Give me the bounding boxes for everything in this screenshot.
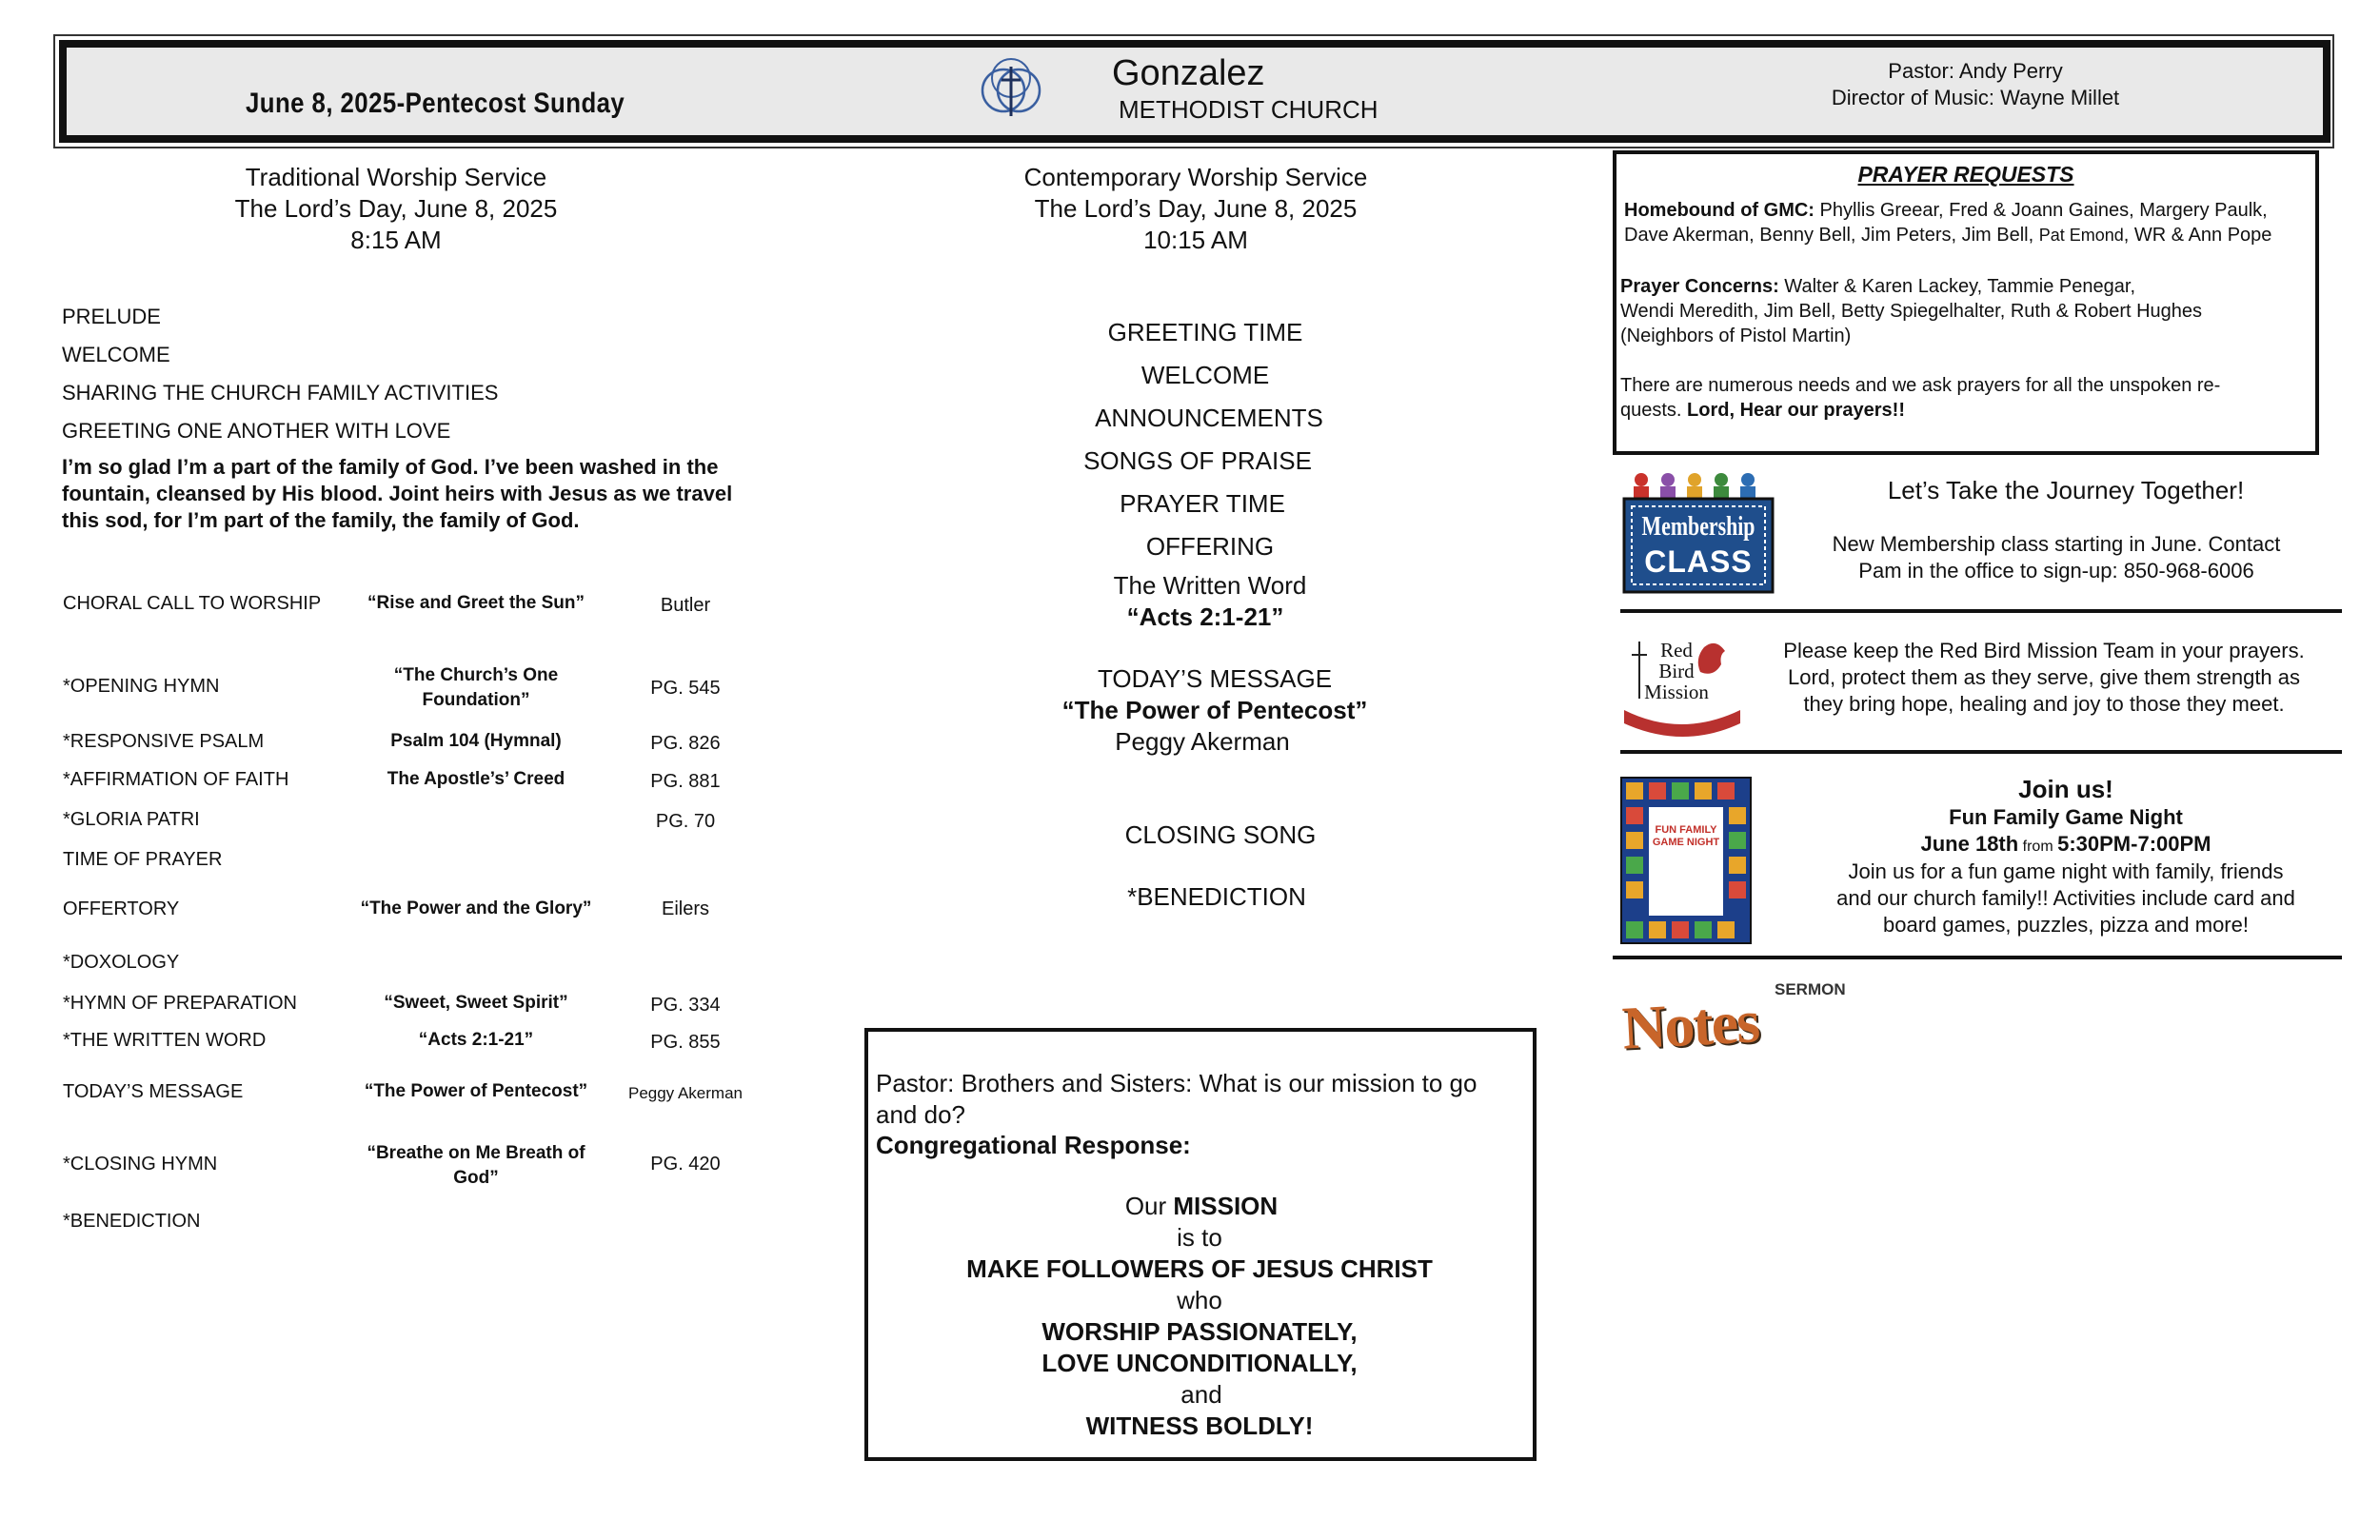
gamenight-line: Join us for a fun game night with family, friends xyxy=(1848,859,2284,883)
order-ref: PG. 70 xyxy=(655,811,716,832)
message-title: “The Power of Pentecost” xyxy=(1061,696,1368,724)
redbird-body xyxy=(1763,638,2325,718)
offering: OFFERING xyxy=(1145,532,1275,561)
redbird-logo-line: Bird xyxy=(1658,660,1695,682)
greeting-time: GREETING TIME xyxy=(1107,318,1303,346)
gamenight-heading: Join us! xyxy=(2018,775,2113,803)
closing-song: CLOSING SONG xyxy=(1124,820,1317,849)
order-title: “The Power of Pentecost” xyxy=(364,1081,588,1101)
redbird-logo-text xyxy=(1634,640,1719,702)
membership-line: New Membership class starting in June. Contact xyxy=(1832,532,2281,556)
contemporary-day: The Lord’s Day, June 8, 2025 xyxy=(1034,194,1358,223)
pastor-name: Pastor: Andy Perry xyxy=(1888,59,2063,83)
order-ref: PG. 855 xyxy=(650,1032,721,1053)
mission-line: WITNESS BOLDLY! xyxy=(1085,1412,1314,1440)
membership-logo-text: Membership xyxy=(1641,512,1755,542)
contemporary-time: 10:15 AM xyxy=(1143,226,1248,254)
concerns-label: Prayer Concerns: xyxy=(1620,276,1779,297)
order-label: *GLORIA PATRI xyxy=(63,809,200,830)
divider xyxy=(1620,609,2342,613)
traditional-time: 8:15 AM xyxy=(350,226,442,254)
order-label: TIME OF PRAYER xyxy=(63,849,223,870)
service-date: June 8, 2025-Pentecost Sunday xyxy=(246,88,625,119)
mission-line: who xyxy=(1177,1286,1222,1314)
order-title: “Rise and Greet the Sun” xyxy=(367,593,585,613)
order-title: Psalm 104 (Hymnal) xyxy=(390,731,562,751)
order-label: *AFFIRMATION OF FAITH xyxy=(63,769,289,790)
welcome: WELCOME xyxy=(62,343,170,366)
gamenight-from: from xyxy=(2018,839,2058,855)
order-label: OFFERTORY xyxy=(63,898,180,919)
written-word-ref: “Acts 2:1-21” xyxy=(1126,602,1284,631)
unspoken-text: quests. xyxy=(1620,400,1688,421)
gamenight-time: 5:30PM-7:00PM xyxy=(2057,832,2211,856)
mission-our-line xyxy=(1011,1192,1392,1221)
homebound-name-small: Pat Emond xyxy=(2038,226,2124,245)
church-subtitle: METHODIST CHURCH xyxy=(1119,95,1378,124)
unspoken-line: There are numerous needs and we ask prayers for all the unspoken re- xyxy=(1620,375,2221,396)
order-ref: PG. 545 xyxy=(650,678,721,699)
prelude: PRELUDE xyxy=(62,305,161,328)
poster-line: GAME NIGHT xyxy=(1652,837,1720,848)
contemporary-welcome: WELCOME xyxy=(1140,361,1270,389)
church-logo-icon xyxy=(975,57,1047,124)
mission-word: MISSION xyxy=(1173,1192,1279,1220)
order-label: *BENEDICTION xyxy=(63,1211,201,1232)
mission-line: MAKE FOLLOWERS OF JESUS CHRIST xyxy=(966,1254,1433,1283)
mission-response-label: Congregational Response: xyxy=(876,1131,1191,1159)
unspoken-line xyxy=(1620,398,2220,423)
prayer-time: PRAYER TIME xyxy=(1120,489,1285,518)
redbird-logo-line: Red xyxy=(1660,639,1693,661)
redbird-logo-line: Mission xyxy=(1644,681,1709,703)
message-label: TODAY’S MESSAGE xyxy=(1097,664,1333,693)
homebound-line xyxy=(1624,223,2271,247)
order-ref: PG. 826 xyxy=(650,733,721,754)
gamenight-title: Fun Family Game Night xyxy=(1949,805,2183,829)
membership-body xyxy=(1790,531,2323,584)
board-game-icon xyxy=(1622,779,1750,942)
concerns-names: Walter & Karen Lackey, Tammie Penegar, xyxy=(1778,276,2135,297)
lyrics-line: this sod, for I’m part of the family, the family of God. xyxy=(62,508,580,532)
order-title: “The Power and the Glory” xyxy=(360,898,592,918)
message-speaker: Peggy Akerman xyxy=(1115,727,1290,756)
order-ref: PG. 420 xyxy=(650,1154,721,1175)
concerns-line: Wendi Meredith, Jim Bell, Betty Spiegelhalter, Ruth & Robert Hughes xyxy=(1620,301,2203,322)
sermon-notes-logo: Notes xyxy=(1620,987,1760,1062)
unspoken-bold: Lord, Hear our prayers!! xyxy=(1687,400,1905,421)
announcements: ANNOUNCEMENTS xyxy=(1095,404,1323,432)
gamenight-date-line xyxy=(1790,832,2342,857)
homebound-names: , WR & Ann Pope xyxy=(2123,225,2272,246)
order-title: “Breathe on Me Breath of God” xyxy=(367,1143,585,1188)
family-of-god-lyrics xyxy=(62,454,732,534)
order-title: “Acts 2:1-21” xyxy=(418,1030,534,1050)
concerns-line: (Neighbors of Pistol Martin) xyxy=(1620,326,1852,346)
our-word: Our xyxy=(1124,1192,1174,1220)
redbird-mission-logo xyxy=(1620,622,1744,742)
sharing-activities: SHARING THE CHURCH FAMILY ACTIVITIES xyxy=(62,381,499,405)
order-label: *THE WRITTEN WORD xyxy=(63,1030,267,1051)
mission-line: LOVE UNCONDITIONALLY, xyxy=(1041,1349,1358,1377)
concerns-list xyxy=(1620,274,2202,348)
gamenight-line: and our church family!! Activities include card and xyxy=(1836,886,2295,910)
game-night-poster xyxy=(1620,777,1752,944)
homebound-label: Homebound of GMC: xyxy=(1624,200,1815,221)
order-label: CHORAL CALL TO WORSHIP xyxy=(63,593,322,614)
order-title: “The Church’s One Foundation” xyxy=(393,665,559,710)
mission-line: and xyxy=(1180,1380,1222,1409)
order-ref: PG. 334 xyxy=(650,995,721,1016)
homebound-names: Dave Akerman, Benny Bell, Jim Peters, Jim Bell, xyxy=(1624,225,2039,246)
homebound-list xyxy=(1624,198,2271,247)
contemporary-title: Contemporary Worship Service xyxy=(1023,163,1368,191)
church-name: Gonzalez xyxy=(1112,53,1265,93)
unspoken-requests xyxy=(1620,373,2220,423)
greeting-love: GREETING ONE ANOTHER WITH LOVE xyxy=(62,419,451,443)
order-ref: Peggy Akerman xyxy=(627,1084,743,1102)
mission-line: WORSHIP PASSIONATELY, xyxy=(1041,1317,1358,1346)
traditional-day: The Lord’s Day, June 8, 2025 xyxy=(234,194,558,223)
membership-title: Let’s Take the Journey Together! xyxy=(1887,476,2245,504)
order-label: TODAY’S MESSAGE xyxy=(63,1081,244,1102)
membership-logo-text: CLASS xyxy=(1644,544,1753,579)
homebound-line xyxy=(1624,198,2271,223)
gamenight-date: June 18th xyxy=(1920,832,2019,856)
membership-line: Pam in the office to sign-up: 850-968-6006 xyxy=(1858,559,2254,582)
order-title: “Sweet, Sweet Spirit” xyxy=(384,993,568,1013)
poster-line: FUN FAMILY xyxy=(1655,824,1717,836)
divider xyxy=(1613,956,2342,959)
order-ref: PG. 881 xyxy=(650,771,721,792)
gamenight-body xyxy=(1790,859,2342,938)
redbird-line: Please keep the Red Bird Mission Team in your prayers. xyxy=(1783,639,2305,662)
order-ref: Butler xyxy=(660,595,711,616)
order-label: *CLOSING HYMN xyxy=(63,1154,218,1175)
traditional-title: Traditional Worship Service xyxy=(245,163,547,191)
mission-line: is to xyxy=(1177,1223,1222,1252)
membership-class-logo xyxy=(1622,470,1775,594)
redbird-line: Lord, protect them as they serve, give them strength as xyxy=(1787,665,2301,689)
lyrics-line: I’m so glad I’m a part of the family of God. I’ve been washed in the xyxy=(62,455,719,479)
order-label: *OPENING HYMN xyxy=(63,676,220,697)
poster-title xyxy=(1649,824,1723,849)
lyrics-line: fountain, cleansed by His blood. Joint heirs with Jesus as we travel xyxy=(62,482,733,505)
order-label: *DOXOLOGY xyxy=(63,952,180,973)
redbird-line: they bring hope, healing and joy to those they meet. xyxy=(1803,692,2285,716)
written-word-label: The Written Word xyxy=(1113,571,1307,600)
songs-of-praise: SONGS OF PRAISE xyxy=(1083,446,1312,475)
concerns-line xyxy=(1620,274,2202,299)
order-title: The Apostle’s’ Creed xyxy=(387,769,565,789)
sermon-small-label: SERMON xyxy=(1775,980,1846,998)
order-label: *HYMN OF PREPARATION xyxy=(63,993,297,1014)
contemporary-benediction: *BENEDICTION xyxy=(1127,882,1306,911)
order-label: *RESPONSIVE PSALM xyxy=(63,731,265,752)
music-director: Director of Music: Wayne Millet xyxy=(1831,86,2120,109)
mission-pastor-line: Pastor: Brothers and Sisters: What is our mission to go and do? xyxy=(876,1069,1478,1129)
divider xyxy=(1620,750,2342,754)
gamenight-line: board games, puzzles, pizza and more! xyxy=(1883,913,2249,937)
prayer-heading: PRAYER REQUESTS xyxy=(1857,162,2074,187)
order-ref: Eilers xyxy=(661,898,709,919)
homebound-names: Phyllis Greear, Fred & Joann Gaines, Margery Paulk, xyxy=(1814,200,2268,221)
